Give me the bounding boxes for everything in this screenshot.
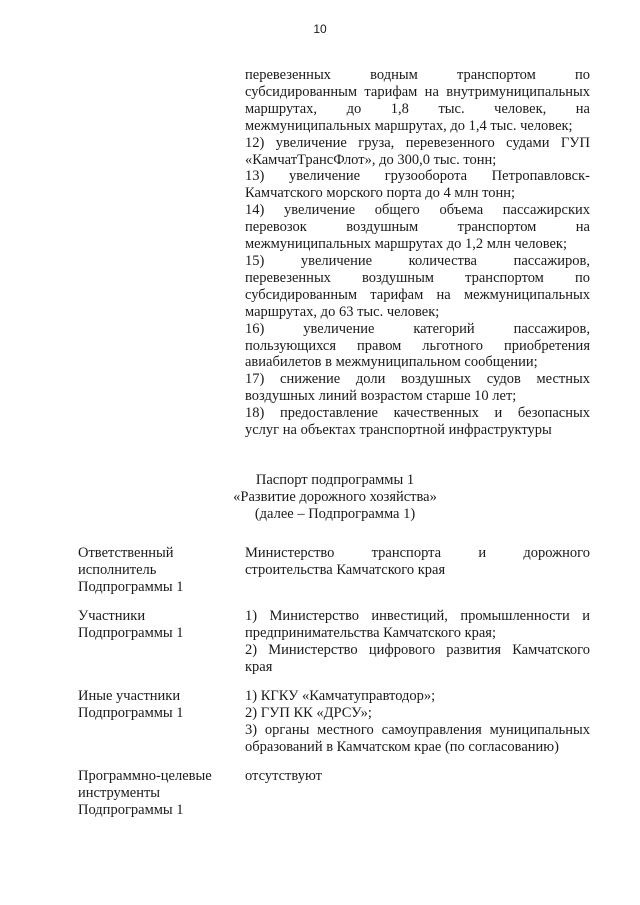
row-value: 1) КГКУ «Камчатуправтодор»; 2) ГУП КК «ДРСУ»; 3) органы местного самоуправления муниципальных образований в Камчатском крае (по согласованию) (245, 688, 590, 755)
text-line: перевезенных воздушным транспортом по (245, 269, 590, 286)
row-value: 1) Министерство инвестиций, промышленности и предпринимательства Камчатского края; 2) Министерство цифрового развития Камчатского края (245, 608, 590, 675)
text-line: 14) увеличение общего объема пассажирских (245, 202, 590, 219)
text-line: субсидированным тарифам на внутримуниципальных (245, 83, 590, 100)
row-label: Участники Подпрограммы 1 (78, 608, 184, 641)
text-line: перевозок воздушным транспортом на (245, 219, 590, 236)
row-label: Ответственный исполнитель Подпрограммы 1 (78, 545, 184, 595)
text-line: маршрутах, до 1,8 тыс. человек, на (245, 100, 590, 117)
passport-title (0, 472, 640, 523)
text-line: 15) увеличение количества пассажиров, (245, 252, 590, 269)
text-line: субсидированным тарифам на межмуниципальных (245, 286, 590, 303)
text-line: межмуниципальных маршрутах, до 1,4 тыс. человек; (245, 117, 573, 134)
text-line: услуг на объектах транспортной инфраструктуры (245, 422, 552, 439)
text-line: авиабилетов в межмуниципальном сообщении; (245, 354, 538, 371)
row-value: Министерство транспорта и дорожного строительства Камчатского края (245, 545, 590, 578)
row-label: Иные участники Подпрограммы 1 (78, 688, 184, 721)
text-line: Камчатского морского порта до 4 млн тонн; (245, 185, 516, 202)
text-line: 13) увеличение грузооборота Петропавловск- (245, 168, 590, 185)
text-line: 17) снижение доли воздушных судов местных (245, 371, 590, 388)
page-number: 10 (313, 22, 327, 36)
text-line: маршрутах, до 63 тыс. человек; (245, 303, 440, 320)
continuation-text (245, 67, 590, 439)
text-line: 16) увеличение категорий пассажиров, (245, 320, 590, 337)
text-line: перевезенных водным транспортом по (245, 67, 590, 83)
text-line: 18) предоставление качественных и безопасных (245, 405, 590, 422)
text-line: пользующихся правом льготного приобретения (245, 337, 590, 354)
passport-title-line: «Развитие дорожного хозяйства» (233, 489, 437, 505)
text-line: 12) увеличение груза, перевезенного судами ГУП (245, 134, 590, 151)
passport-title-line: Паспорт подпрограммы 1 (255, 472, 415, 488)
row-value: отсутствуют (245, 768, 322, 784)
text-line: воздушных линий возрастом старше 10 лет; (245, 388, 517, 405)
row-label: Программно-целевые инструменты Подпрограммы 1 (78, 768, 212, 818)
passport-title-line: (далее – Подпрограмма 1) (254, 506, 416, 522)
text-line: межмуниципальных маршрутах до 1,2 млн человек; (245, 236, 567, 253)
text-line: «КамчатТрансФлот», до 300,0 тыс. тонн; (245, 151, 497, 168)
